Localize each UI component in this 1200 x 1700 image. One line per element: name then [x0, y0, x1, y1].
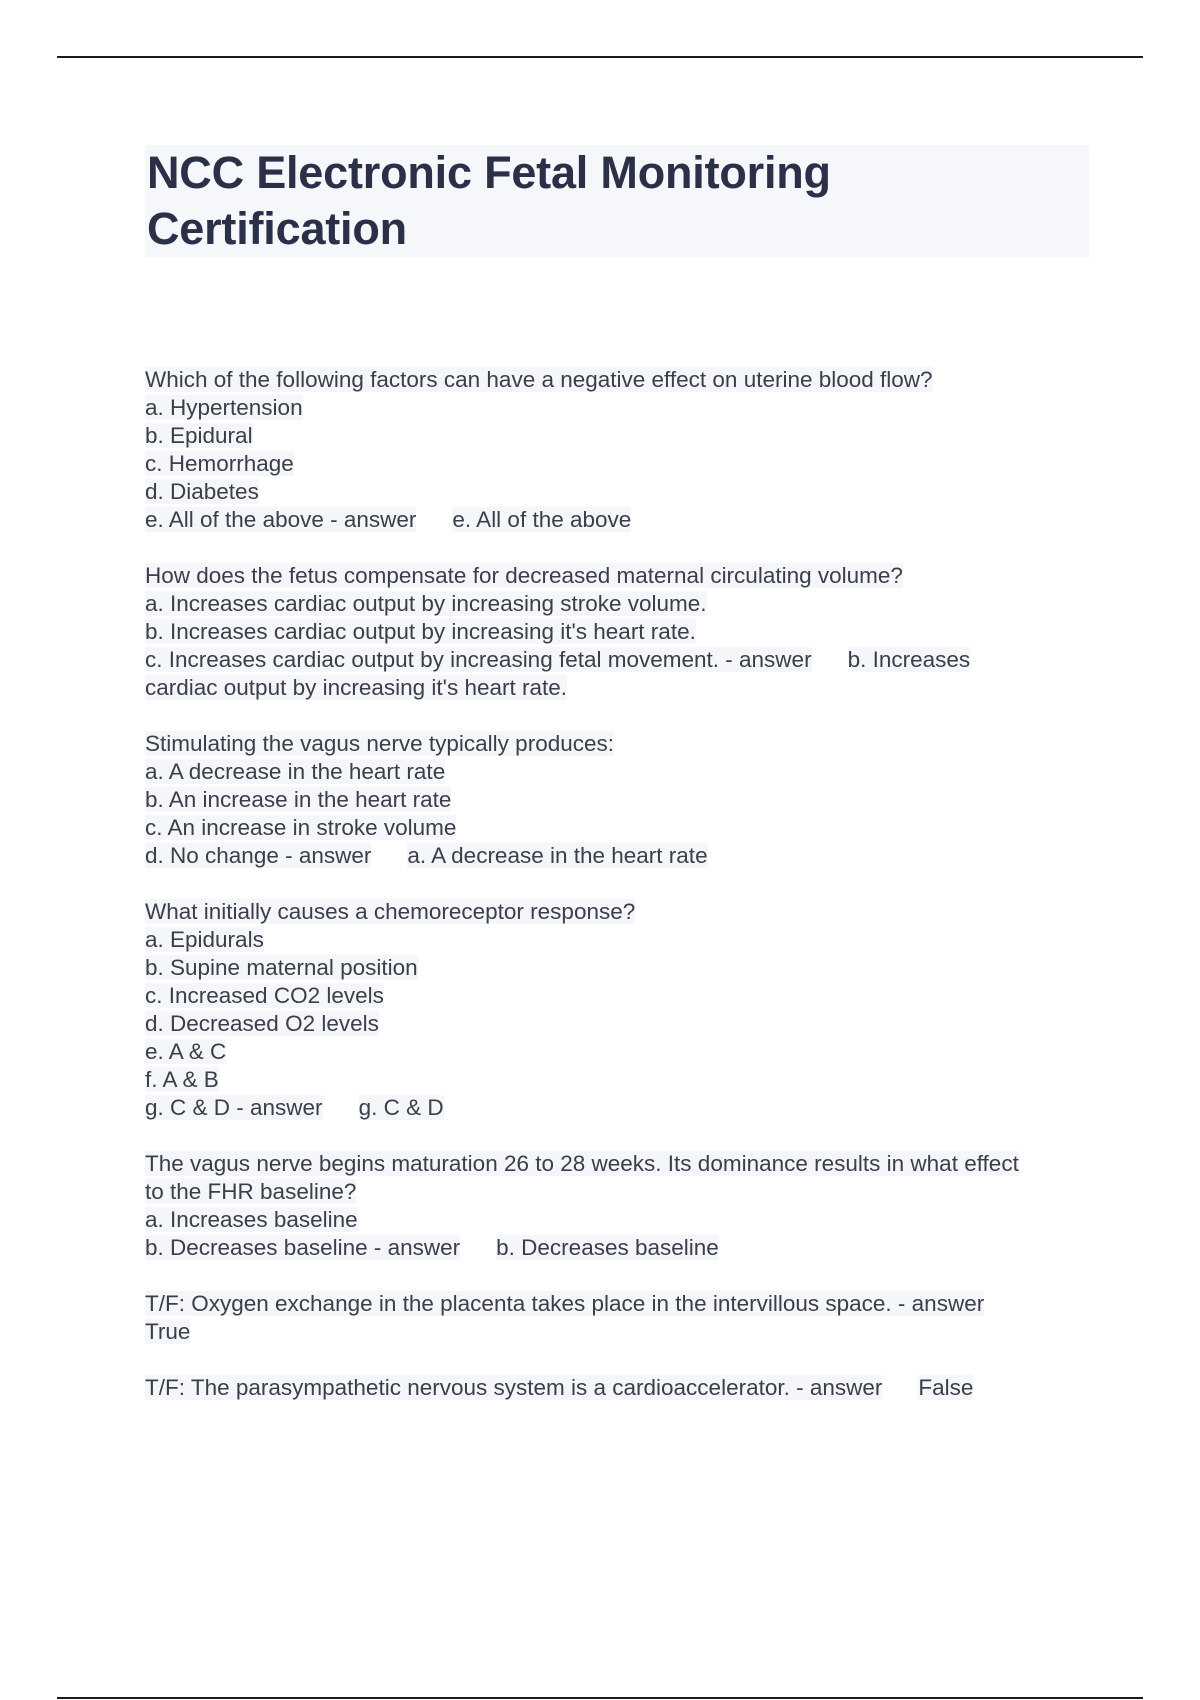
question: What initially causes a chemoreceptor response? — [145, 899, 636, 924]
option: d. Diabetes — [145, 479, 259, 504]
answer-text: True — [145, 1319, 191, 1344]
qa-item-6 — [145, 1290, 1095, 1346]
qa-item-7 — [145, 1374, 1095, 1402]
answer-text: a. A decrease in the heart rate — [407, 843, 708, 868]
option: c. An increase in stroke volume — [145, 815, 457, 840]
question: Which of the following factors can have a negative effect on uterine blood flow? — [145, 367, 933, 392]
option: a. Epidurals — [145, 927, 264, 952]
title-block — [145, 145, 1089, 257]
answer-text: b. Increases — [847, 647, 971, 672]
option: a. Increases baseline — [145, 1207, 358, 1232]
title-line-1: NCC Electronic Fetal Monitoring — [147, 147, 831, 198]
qa-item-1 — [145, 366, 1095, 534]
document-title — [147, 145, 1089, 257]
option: b. Increases cardiac output by increasing it's heart rate. — [145, 619, 696, 644]
option: f. A & B — [145, 1067, 219, 1092]
answer-line — [145, 646, 1095, 674]
question: Stimulating the vagus nerve typically produces: — [145, 731, 614, 756]
question: T/F: Oxygen exchange in the placenta takes place in the intervillous space. - answer — [145, 1291, 985, 1316]
option: b. An increase in the heart rate — [145, 787, 452, 812]
last-option: g. C & D - answer — [145, 1095, 323, 1120]
answer-text: g. C & D — [358, 1095, 444, 1120]
option: a. Hypertension — [145, 395, 303, 420]
answer-text: False — [918, 1375, 974, 1400]
answer-line — [145, 506, 1095, 534]
option: b. Epidural — [145, 423, 253, 448]
option: d. Decreased O2 levels — [145, 1011, 379, 1036]
answer-line — [145, 1374, 1095, 1402]
option: c. Increased CO2 levels — [145, 983, 384, 1008]
option: a. Increases cardiac output by increasing stroke volume. — [145, 591, 707, 616]
qa-item-3 — [145, 730, 1095, 870]
answer-line — [145, 1094, 1095, 1122]
qa-item-2 — [145, 562, 1095, 702]
question: The vagus nerve begins maturation 26 to 28 weeks. Its dominance results in what effect — [145, 1151, 1019, 1176]
title-line-2: Certification — [147, 203, 407, 254]
answer-text: e. All of the above — [452, 507, 632, 532]
answer-line — [145, 842, 1095, 870]
qa-list — [145, 366, 1095, 1430]
option: b. Supine maternal position — [145, 955, 418, 980]
qa-item-4 — [145, 898, 1095, 1122]
top-rule — [57, 56, 1143, 58]
question-continuation: to the FHR baseline? — [145, 1179, 357, 1204]
last-option: e. All of the above - answer — [145, 507, 417, 532]
answer-line — [145, 1234, 1095, 1262]
answer-continuation: cardiac output by increasing it's heart rate. — [145, 675, 568, 700]
last-option: b. Decreases baseline - answer — [145, 1235, 461, 1260]
option: a. A decrease in the heart rate — [145, 759, 446, 784]
last-option: c. Increases cardiac output by increasing fetal movement. - answer — [145, 647, 812, 672]
option: c. Hemorrhage — [145, 451, 294, 476]
question: How does the fetus compensate for decreased maternal circulating volume? — [145, 563, 903, 588]
last-option: d. No change - answer — [145, 843, 372, 868]
question: T/F: The parasympathetic nervous system is a cardioaccelerator. - answer — [145, 1375, 883, 1400]
qa-item-5 — [145, 1150, 1095, 1262]
bottom-rule — [57, 1697, 1143, 1699]
answer-text: b. Decreases baseline — [496, 1235, 719, 1260]
option: e. A & C — [145, 1039, 227, 1064]
